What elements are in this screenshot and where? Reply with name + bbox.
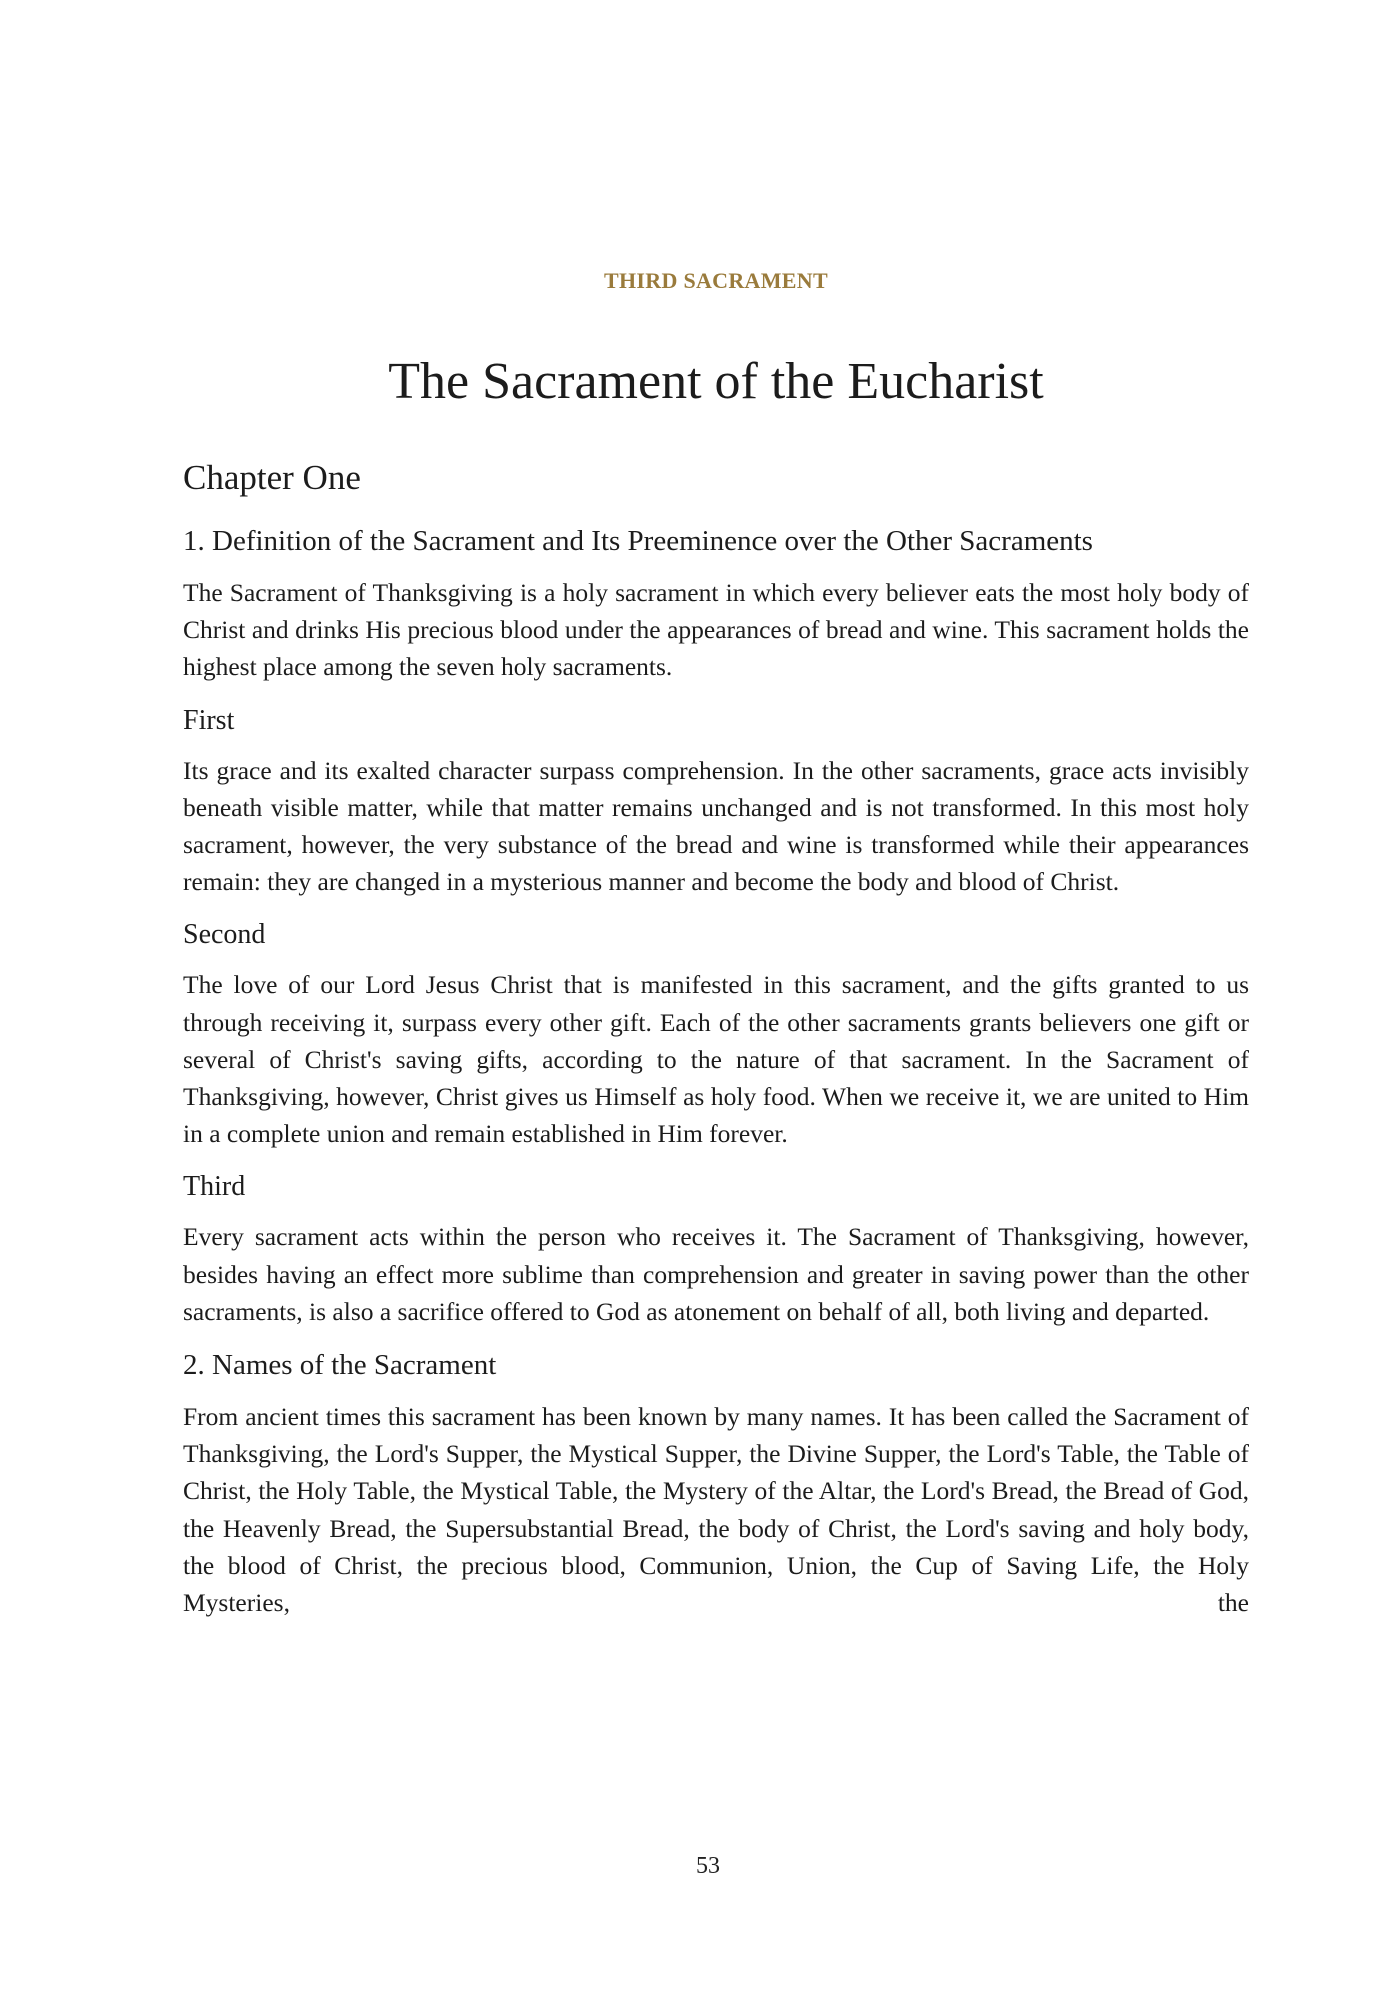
paragraph-second: The love of our Lord Jesus Christ that is manifested in this sacrament, and the gifts granted to us through receiving it, surpass every other gift. Each of the other sacraments grants believers one gift or several of Christ's saving gifts, according to the nature of that sacrament. In the Sacrament of Thanksgiving, however, Christ gives us Himself as holy food. When we receive it, we are united to Him in a complete union and remain established in Him forever. — [183, 970, 1249, 1149]
page-title: The Sacrament of the Eucharist — [388, 353, 1044, 410]
section-kicker: THIRD SACRAMENT — [604, 268, 828, 293]
text-body — [183, 456, 1249, 1621]
subheading-second: Second — [183, 919, 266, 951]
paragraph-third: Every sacrament acts within the person who receives it. The Sacrament of Thanksgiving, however, besides having an effect more sublime than comprehension and greater in saving power than the other sacraments, is also a sacrifice offered to God as atonement on behalf of all, both living and departed. — [183, 1222, 1249, 1326]
paragraph-definition-intro: The Sacrament of Thanksgiving is a holy sacrament in which every believer eats the most holy body of Christ and drinks His precious blood under the appearances of bread and wine. This sacrament holds the highest place among the seven holy sacraments. — [183, 578, 1249, 682]
paragraph-names: From ancient times this sacrament has been known by many names. It has been called the Sacrament of Thanksgiving, the Lord's Supper, the Mystical Supper, the Divine Supper, the Lord's Table, the Table of Christ, the Holy Table, the Mystical Table, the Mystery of the Altar, the Lord's Bread, the Bread of God, the Heavenly Bread, the Supersubstantial Bread, the body of Christ, the Lord's saving and holy body, the blood of Christ, the precious blood, Communion, Union, the Cup of Saving Life, the Holy Mysteries, the — [183, 1402, 1249, 1618]
section-heading-names: 2. Names of the Sacrament — [183, 1349, 497, 1382]
page-number: 53 — [696, 1853, 720, 1879]
paragraph-first: Its grace and its exalted character surpass comprehension. In the other sacraments, grace acts invisibly beneath visible matter, while that matter remains unchanged and is not transformed. In this most holy sacrament, however, the very substance of the bread and wine is transformed while their appearances remain: they are changed in a mysterious manner and become the body and blood of Christ. — [183, 755, 1249, 897]
chapter-heading: Chapter One — [183, 458, 361, 497]
subheading-first: First — [183, 704, 235, 736]
section-heading-definition: 1. Definition of the Sacrament and Its Preeminence over the Other Sacraments — [183, 525, 1093, 557]
subheading-third: Third — [183, 1171, 246, 1203]
